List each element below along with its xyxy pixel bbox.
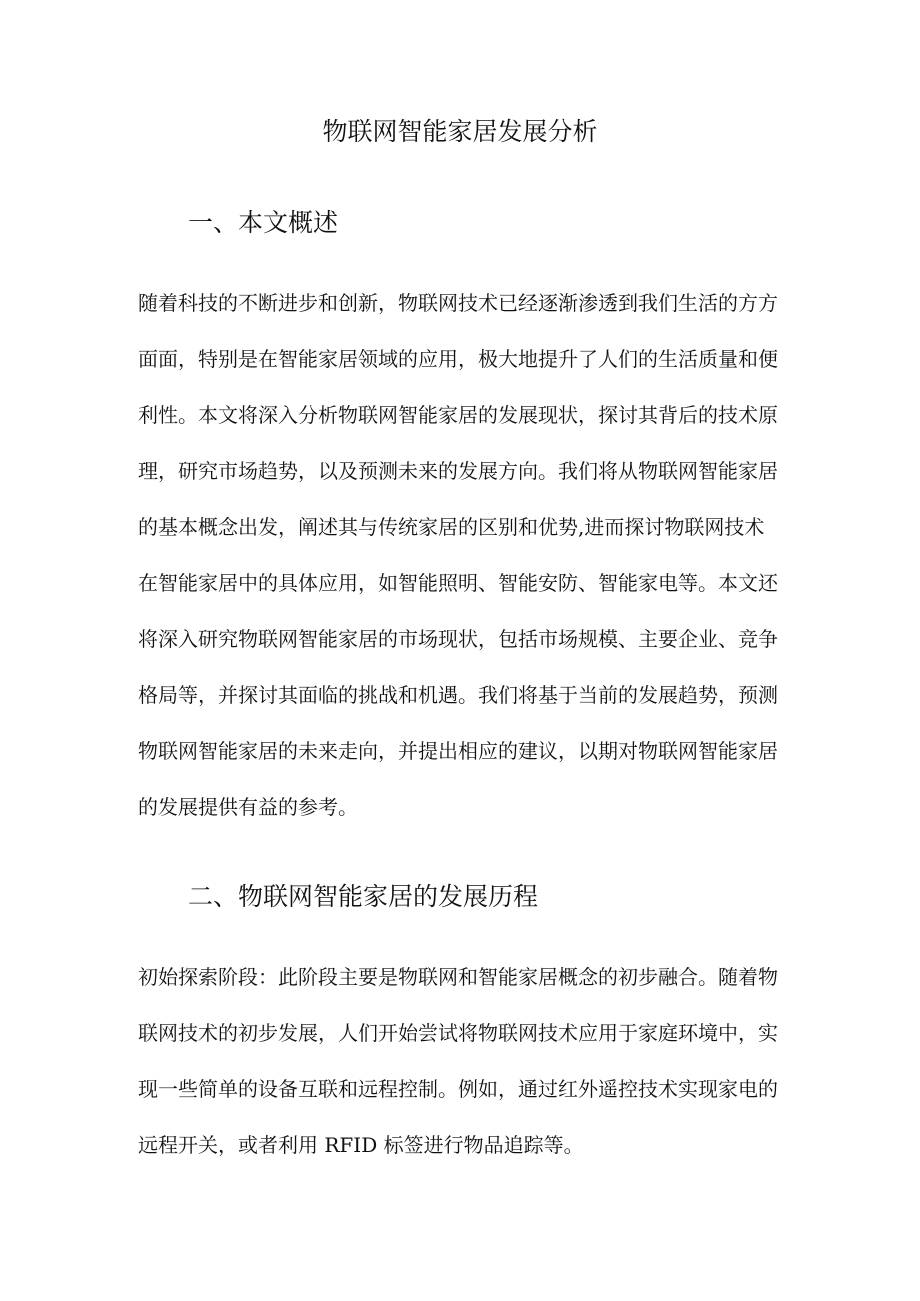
paragraph-line: 利性。本文将深入分析物联网智能家居的发展现状，探讨其背后的技术原 bbox=[138, 403, 778, 427]
paragraph-line: 将深入研究物联网智能家居的市场现状，包括市场规模、主要企业、竞争 bbox=[138, 627, 778, 651]
paragraph-line: 格局等，并探讨其面临的挑战和机遇。我们将基于当前的发展趋势，预测 bbox=[138, 683, 778, 707]
paragraph-line: 理，研究市场趋势，以及预测未来的发展方向。我们将从物联网智能家居 bbox=[138, 459, 778, 483]
paragraph-line: 的发展提供有益的参考。 bbox=[138, 795, 358, 819]
paragraph-line: 随着科技的不断进步和创新，物联网技术已经逐渐渗透到我们生活的方方 bbox=[138, 291, 778, 315]
section-heading-overview: 一、本文概述 bbox=[188, 208, 339, 237]
paragraph-line: 物联网智能家居的未来走向，并提出相应的建议，以期对物联网智能家居 bbox=[138, 739, 778, 763]
paragraph-line: 在智能家居中的具体应用，如智能照明、智能安防、智能家电等。本文还 bbox=[138, 571, 778, 595]
paragraph-line: 联网技术的初步发展，人们开始尝试将物联网技术应用于家庭环境中，实 bbox=[138, 1021, 778, 1045]
paragraph-line: 初始探索阶段：此阶段主要是物联网和智能家居概念的初步融合。随着物 bbox=[138, 965, 778, 989]
section-heading-history: 二、物联网智能家居的发展历程 bbox=[188, 882, 539, 911]
document-title: 物联网智能家居发展分析 bbox=[322, 117, 598, 146]
paragraph-history bbox=[138, 949, 798, 1173]
paragraph-line: 现一些简单的设备互联和远程控制。例如，通过红外遥控技术实现家电的 bbox=[138, 1077, 778, 1101]
paragraph-line: 远程开关，或者利用 RFID 标签进行物品追踪等。 bbox=[138, 1133, 584, 1157]
paragraph-overview bbox=[138, 275, 798, 835]
paragraph-line: 的基本概念出发，阐述其与传统家居的区别和优势,进而探讨物联网技术 bbox=[138, 515, 765, 539]
paragraph-line: 面面，特别是在智能家居领域的应用，极大地提升了人们的生活质量和便 bbox=[138, 347, 778, 371]
